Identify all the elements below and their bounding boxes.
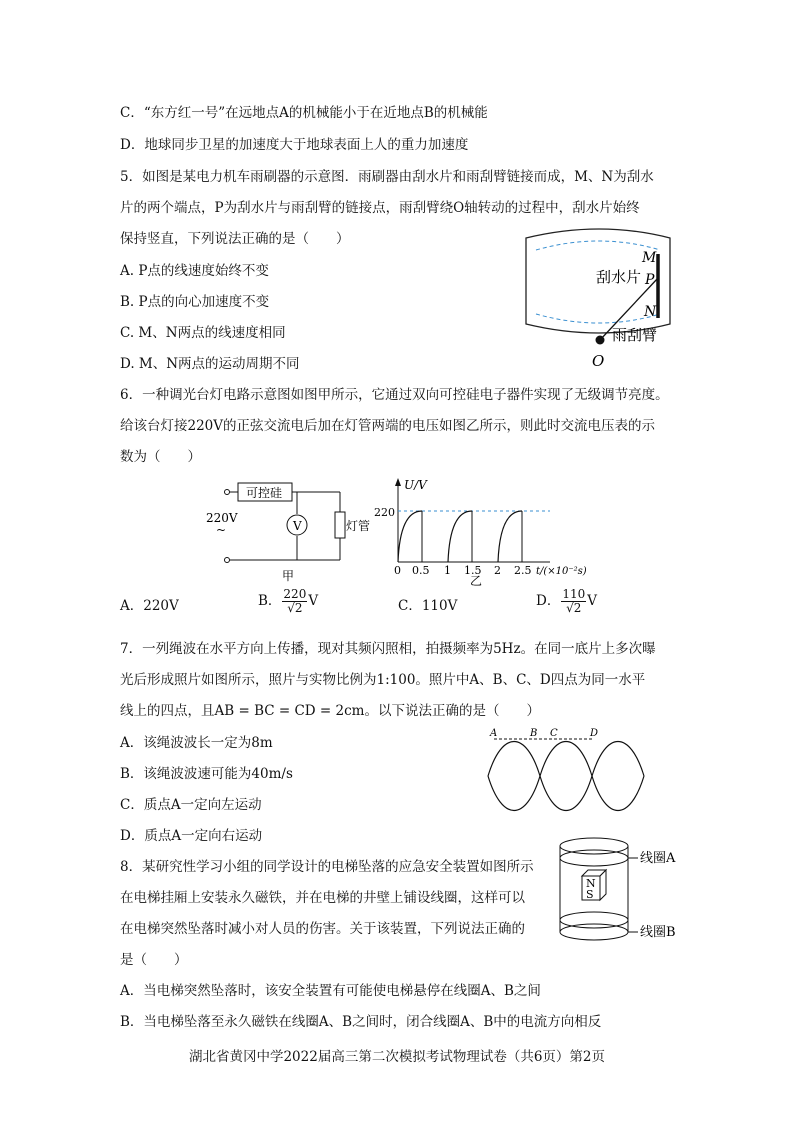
q6-stem-line1: 6．一种调光台灯电路示意图如图甲所示，它通过双向可控硅电子器件实现了无级调节亮度。 xyxy=(120,387,669,403)
q8-option-b: B．当电梯坠落至永久磁铁在线圈A、B之间时，闭合线圈A、B中的电流方向相反 xyxy=(120,1014,602,1030)
fraction-denominator: √2 xyxy=(566,601,582,615)
graph-caption: 乙 xyxy=(470,574,483,586)
source-voltage-label: 220V xyxy=(206,511,238,525)
q7-option-a: A．该绳波波长一定为8m xyxy=(120,735,273,751)
wiper-blade-label: 刮水片 xyxy=(596,268,642,286)
voltmeter-letter: V xyxy=(293,519,302,533)
x-axis-label: t/(×10⁻²s) xyxy=(536,566,587,577)
q5-option-c: C. M、N两点的线速度相同 xyxy=(120,325,286,341)
q4-option-d: D．地球同步卫星的加速度大于地球表面上人的重力加速度 xyxy=(120,137,469,153)
q5-stem-line1: 5．如图是某电力机车雨刷器的示意图．雨刷器由刮水片和雨刮臂链接而成，M、N为刮水 xyxy=(120,169,654,185)
y-axis-label: U/V xyxy=(404,478,427,492)
q7-stem-line3: 线上的四点，且AB = BC = CD = 2cm。以下说法正确的是（ ） xyxy=(120,703,540,719)
wiper-arm-label: 雨刮臂 xyxy=(612,326,658,344)
x-tick: 1 xyxy=(444,564,451,577)
coil-b-label: 线圈B xyxy=(640,925,676,940)
option-d-unit: V xyxy=(587,593,597,609)
q8-stem-line3: 在电梯突然坠落时减小对人员的伤害。关于该装置，下列说法正确的 xyxy=(120,921,525,937)
q7-stem-line1: 7．一列绳波在水平方向上传播，现对其频闪照相，拍摄频率为5Hz。在同一底片上多次曝 xyxy=(120,641,656,657)
wave-point-d: D xyxy=(590,728,599,739)
x-tick: 2 xyxy=(494,564,501,577)
scr-label: 可控硅 xyxy=(246,486,283,500)
q6-option-c: C．110V xyxy=(398,598,458,614)
q7-option-b: B．该绳波波速可能为40m/s xyxy=(120,766,293,782)
circuit-caption: 甲 xyxy=(282,569,295,583)
option-b-fraction xyxy=(282,588,307,615)
fraction-numerator: 110 xyxy=(562,587,586,601)
q8-stem-line4: 是（ ） xyxy=(120,952,188,968)
q5-option-b: B. P点的向心加速度不变 xyxy=(120,294,270,310)
page-footer: 湖北省黄冈中学2022届高三第二次模拟考试物理试卷（共6页）第2页 xyxy=(188,1049,606,1065)
option-d-fraction xyxy=(561,588,586,615)
magnet-s-pole: S xyxy=(586,888,594,901)
q8-stem-line1: 8．某研究性学习小组的同学设计的电梯坠落的应急安全装置如图所示 xyxy=(120,859,534,875)
q6-option-b xyxy=(258,588,318,615)
wave-point-b: B xyxy=(530,728,538,739)
coil-a-label: 线圈A xyxy=(640,851,676,866)
point-p-label: P xyxy=(645,272,655,288)
x-tick: 0.5 xyxy=(412,564,430,577)
y-tick-220: 220 xyxy=(374,506,395,519)
q7-wave-figure xyxy=(480,724,660,828)
point-n-label: N xyxy=(644,304,657,320)
q7-stem-line2: 光后形成照片如图所示，照片与实物比例为1:100。照片中A、B、C、D四点为同一水平 xyxy=(120,672,646,688)
fraction-numerator: 220 xyxy=(283,587,307,601)
q6-circuit-figure xyxy=(200,474,370,586)
lamp-resistor xyxy=(335,512,345,538)
q6-stem-line2: 给该台灯接220V的正弦交流电后加在灯管两端的电压如图乙所示，则此时交流电压表的示 xyxy=(120,418,656,434)
option-d-letter: D． xyxy=(536,593,561,609)
option-b-letter: B． xyxy=(258,593,282,609)
x-tick: 2.5 xyxy=(514,564,532,577)
q8-elevator-figure xyxy=(552,832,692,950)
q4-option-c: C．“东方红一号”在远地点A的机械能小于在近地点B的机械能 xyxy=(120,105,488,121)
q5-stem-line3: 保持竖直，下列说法正确的是（ ） xyxy=(120,231,350,247)
q7-option-d: D．质点A一定向右运动 xyxy=(120,828,263,844)
q7-option-c: C．质点A一定向左运动 xyxy=(120,797,262,813)
q5-option-a: A. P点的线速度始终不变 xyxy=(120,263,269,279)
wave-point-a: A xyxy=(490,728,498,739)
q8-option-a: A．当电梯突然坠落时，该安全装置有可能使电梯悬停在线圈A、B之间 xyxy=(120,983,541,999)
x-tick: 1.5 xyxy=(464,564,482,577)
q6-option-d xyxy=(536,588,597,615)
option-b-unit: V xyxy=(308,593,319,609)
q6-stem-line3: 数为（ ） xyxy=(120,449,201,465)
fraction-denominator: √2 xyxy=(287,601,303,615)
wave-point-c: C xyxy=(550,728,558,739)
ac-symbol: ~ xyxy=(216,523,227,537)
q5-stem-line2: 片的两个端点，P为刮水片与雨刮臂的链接点，雨刮臂绕O轴转动的过程中，刮水片始终 xyxy=(120,200,640,216)
q5-option-d: D. M、N两点的运动周期不同 xyxy=(120,356,300,372)
q5-wiper-figure xyxy=(520,224,680,372)
x-tick: 0 xyxy=(394,564,401,577)
lamp-label: 灯管 xyxy=(346,519,370,533)
q8-stem-line2: 在电梯挂厢上安装永久磁铁，并在电梯的井壁上铺设线圈，这样可以 xyxy=(120,890,525,906)
q6-voltage-graph xyxy=(372,474,622,586)
magnet-n-pole: N xyxy=(586,877,596,890)
point-o-label: O xyxy=(592,352,605,370)
pivot-o-dot xyxy=(596,336,605,345)
q6-option-a: A．220V xyxy=(120,598,179,614)
point-m-label: M xyxy=(642,250,657,266)
